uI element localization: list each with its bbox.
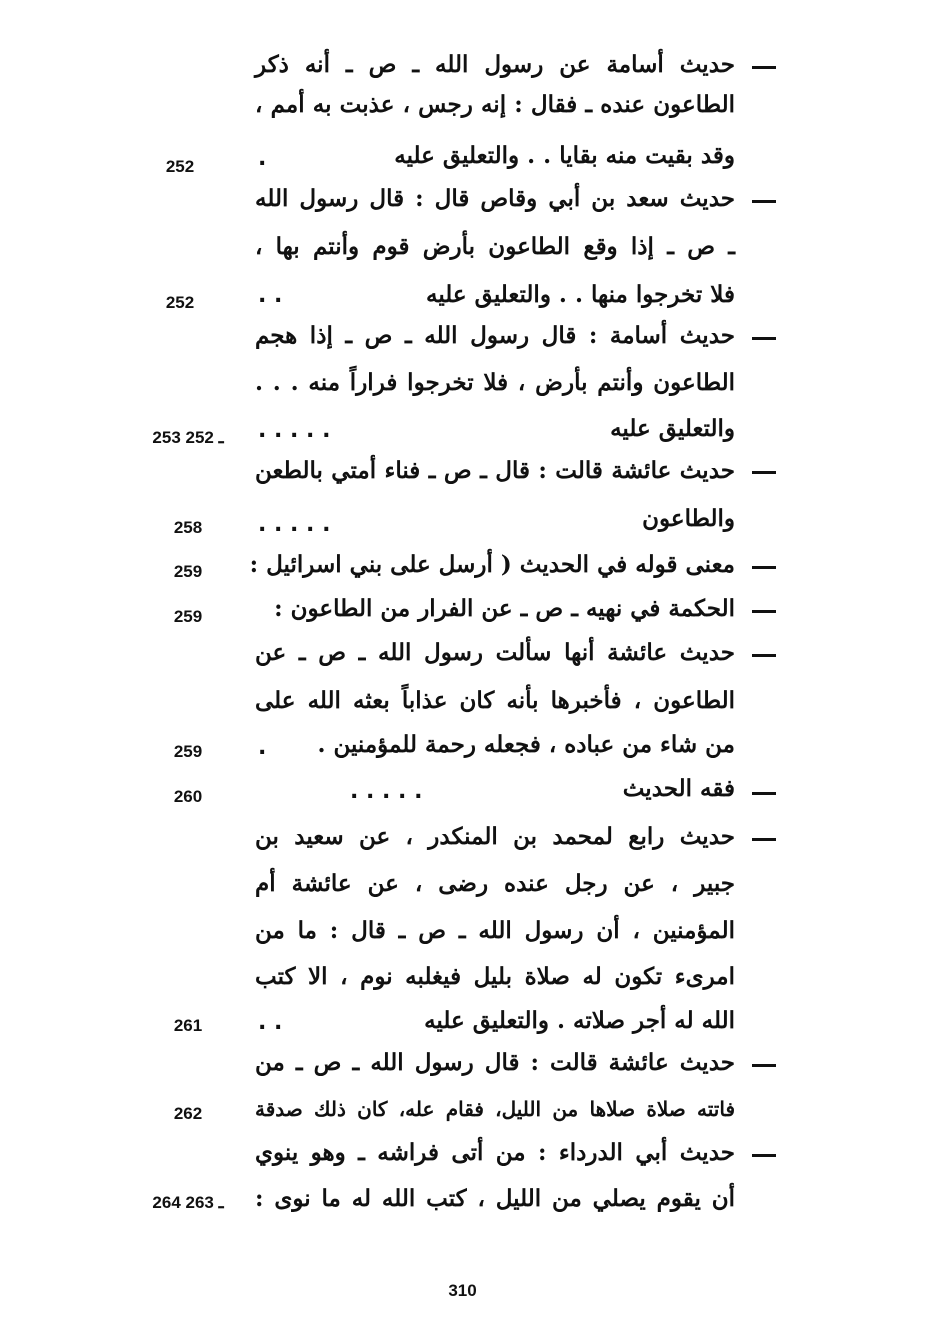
entry-dash <box>752 654 776 657</box>
page-number: 252 <box>165 157 195 176</box>
entry-text-line: حديث أسامة عن رسول الله ـ ص ـ أنه ذكر <box>255 51 735 78</box>
entry-text-line: والتعليق عليه <box>610 415 735 442</box>
page-number: 252 <box>165 293 195 312</box>
page-number: 262 <box>173 1104 203 1123</box>
entry-text-line: حديث رابع لمحمد بن المنكدر ، عن سعيد بن <box>255 823 735 850</box>
page-number: 259 <box>173 562 203 581</box>
entry-text-line: حديث أبي الدرداء : من أتى فراشه ـ وهو ينوي <box>255 1139 735 1166</box>
entry-dash <box>752 566 776 569</box>
entry-text-line: الطاعون وأنتم بأرض ، فلا تخرجوا فراراً منه . . . <box>255 369 735 396</box>
entry-text-line: من شاء من عباده ، فجعله رحمة للمؤمنين . <box>317 731 735 758</box>
entry-dash <box>752 792 776 795</box>
leader-dots: . . <box>258 1010 283 1035</box>
entry-dash <box>752 66 776 69</box>
entry-dash <box>752 200 776 203</box>
entry-text-line: حديث عائشة قالت : قال ـ ص ـ فناء أمتي بالطعن <box>255 457 735 484</box>
entry-dash <box>752 1064 776 1067</box>
entry-text-line: المؤمنين ، أن رسول الله ـ ص ـ قال : ما من <box>255 917 735 944</box>
footer-page-number: 310 <box>448 1281 477 1300</box>
page-number: 261 <box>173 1016 203 1035</box>
page-number: 259 <box>173 742 203 761</box>
entry-text-line: الله له أجر صلاته . والتعليق عليه <box>424 1007 735 1034</box>
entry-dash <box>752 1154 776 1157</box>
leader-dots: . . . . . <box>258 512 331 537</box>
entry-text-line: حديث عائشة أنها سألت رسول الله ـ ص ـ عن <box>255 639 735 666</box>
entry-text-line: جبير ، عن رجل عنده رضى ، عن عائشة أم <box>255 870 735 897</box>
leader-dots: . . . . . <box>350 779 423 804</box>
entry-text-line: أن يقوم يصلي من الليل ، كتب الله له ما نوى : <box>255 1185 735 1212</box>
leader-dots: . <box>258 146 267 171</box>
entry-text-line: الطاعون ، فأخبرها بأنه كان عذاباً بعثه الله على <box>255 687 735 714</box>
entry-text-line: حديث أسامة : قال رسول الله ـ ص ـ إذا هجم <box>255 322 735 349</box>
entry-text-line: ـ ص ـ إذا وقع الطاعون بأرض قوم وأنتم بها ، <box>255 233 735 260</box>
leader-dots: . . . . . <box>258 418 331 443</box>
page-number: 259 <box>173 607 203 626</box>
page-number: 264 ـ 263 <box>152 1193 224 1212</box>
entry-dash <box>752 610 776 613</box>
leader-dots: . <box>258 735 267 760</box>
leader-dots: . . <box>258 283 283 308</box>
entry-text-line: امرىء تكون له صلاة بليل فيغلبه نوم ، الا كتب <box>255 963 735 990</box>
entry-text-line: والطاعون <box>642 505 735 532</box>
entry-dash <box>752 337 776 340</box>
entry-text-line: وقد بقيت منه بقايا . . والتعليق عليه <box>394 142 735 169</box>
entry-dash <box>752 838 776 841</box>
entry-text-line: فلا تخرجوا منها . . والتعليق عليه <box>426 281 735 308</box>
entry-text-line: فاتته صلاة صلاها من الليل، فقام عله، كان ذلك صدقة <box>255 1097 735 1121</box>
entry-text-line: حديث عائشة قالت : قال رسول الله ـ ص ـ من <box>255 1049 735 1076</box>
entry-dash <box>752 471 776 474</box>
page-number: 253 ـ 252 <box>152 428 224 447</box>
entry-text-line: الحكمة في نهيه ـ ص ـ عن الفرار من الطاعون : <box>274 595 735 622</box>
entry-text-line: فقه الحديث <box>622 775 735 802</box>
page-number: 258 <box>173 518 203 537</box>
entry-text-line: الطاعون عنده ـ فقال : إنه رجس ، عذبت به أمم ، <box>255 91 735 118</box>
entry-text-line: معنى قوله في الحديث ( أرسل على بني اسرائيل : <box>249 551 735 578</box>
page-number: 260 <box>173 787 203 806</box>
entry-text-line: حديث سعد بن أبي وقاص قال : قال رسول الله <box>255 185 735 212</box>
